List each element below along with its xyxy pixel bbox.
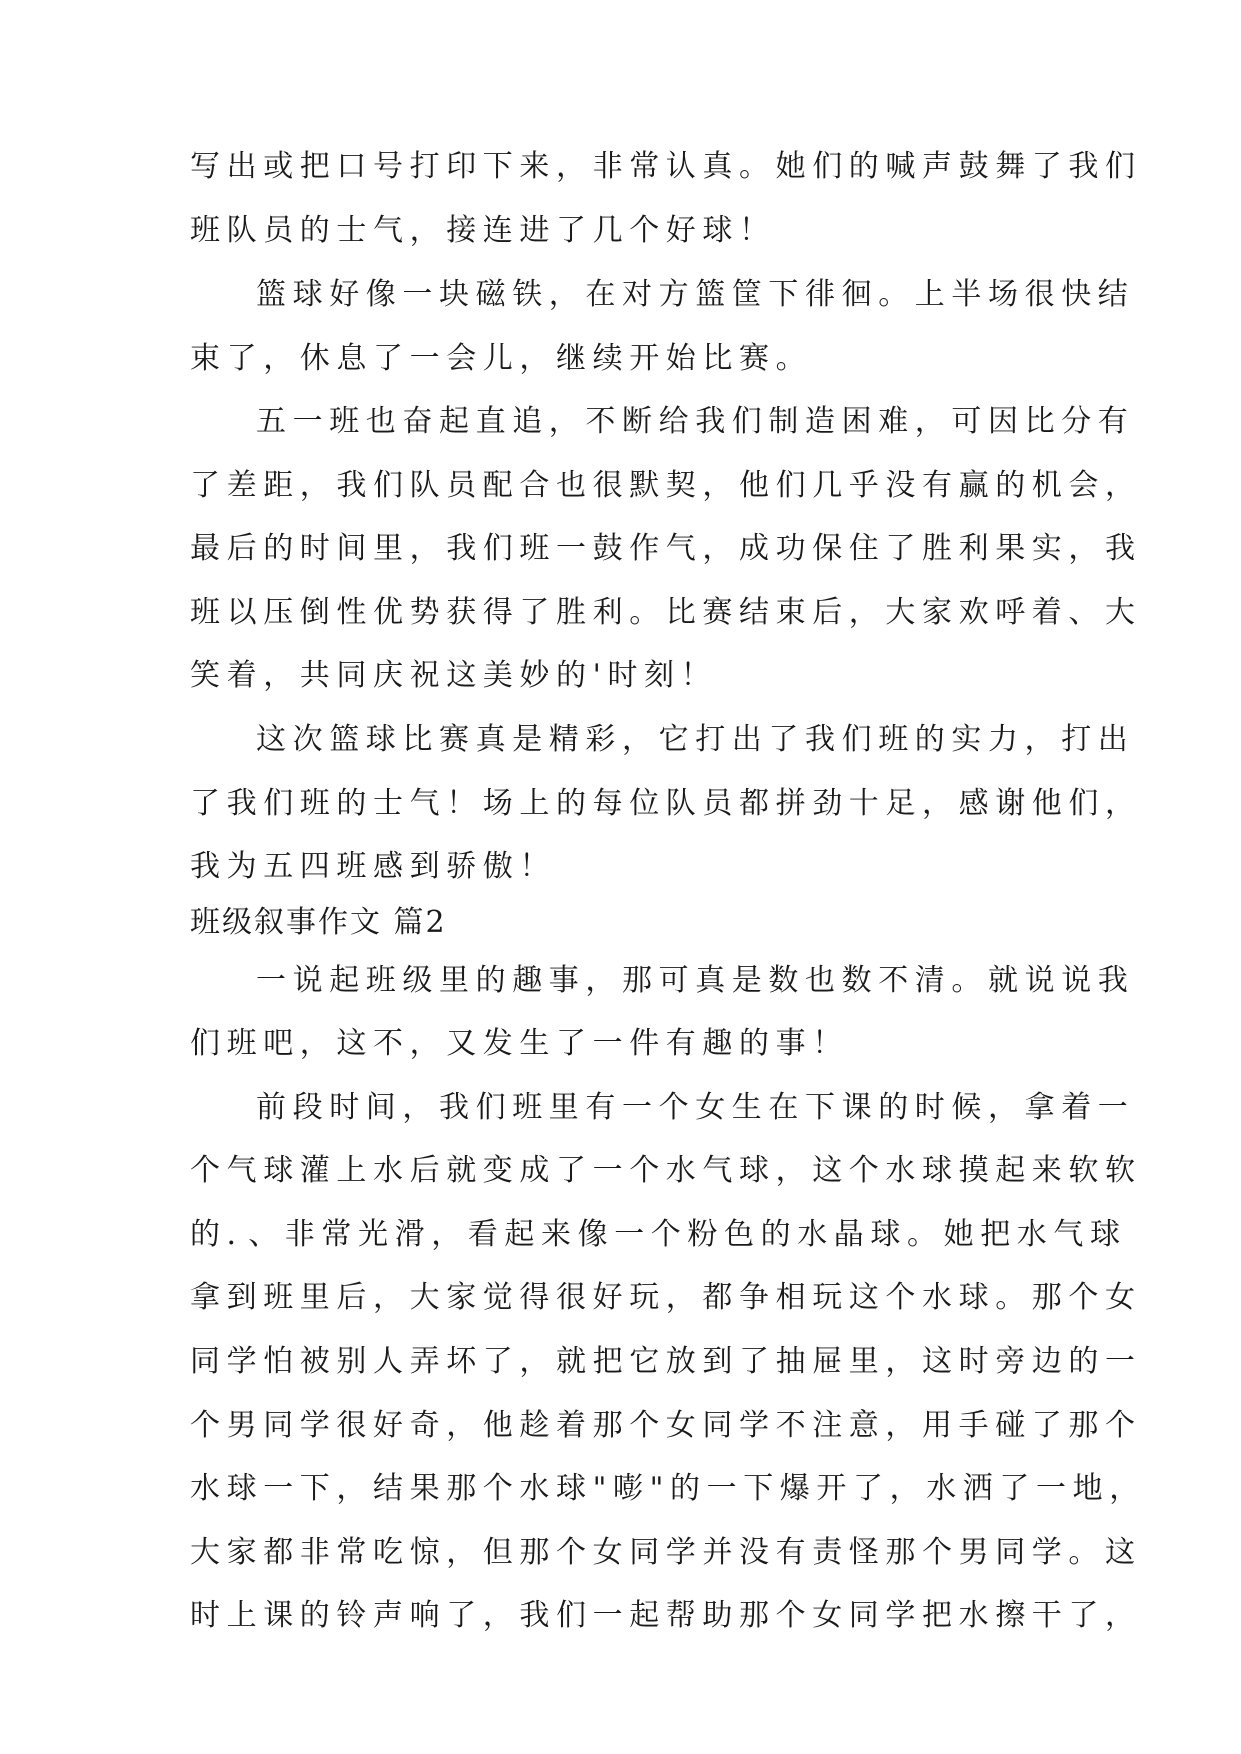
text-line: 我为五四班感到骄傲！ (190, 849, 556, 884)
text-line: 最后的时间里，我们班一鼓作气，成功保住了胜利果实，我 (190, 531, 1142, 566)
text-line: 班以压倒性优势获得了胜利。比赛结束后，大家欢呼着、大 (190, 595, 1142, 630)
text-line: 了我们班的士气！场上的每位队员都拼劲十足，感谢他们， (190, 786, 1142, 821)
paragraph-start-line: 一说起班级里的趣事，那可真是数也数不清。就说说我 (256, 963, 1135, 998)
paragraph-start-line: 这次篮球比赛真是精彩，它打出了我们班的实力，打出 (256, 722, 1135, 757)
paragraph-start-line: 五一班也奋起直追，不断给我们制造困难，可因比分有 (256, 404, 1135, 439)
text-line: 大家都非常吃惊，但那个女同学并没有责怪那个男同学。这 (190, 1535, 1142, 1570)
text-line: 写出或把口号打印下来，非常认真。她们的喊声鼓舞了我们 (190, 149, 1142, 184)
text-line: 水球一下，结果那个水球"嘭"的一下爆开了，水洒了一地， (190, 1471, 1146, 1506)
text-line: 们班吧，这不，又发生了一件有趣的事！ (190, 1026, 849, 1061)
section-heading: 班级叙事作文 篇2 (190, 905, 447, 940)
paragraph-start-line: 篮球好像一块磁铁，在对方篮筐下徘徊。上半场很快结 (256, 277, 1135, 312)
paragraph-start-line: 前段时间，我们班里有一个女生在下课的时候，拿着一 (256, 1090, 1135, 1125)
text-line: 个气球灌上水后就变成了一个水气球，这个水球摸起来软软 (190, 1153, 1142, 1188)
text-line: 班队员的士气，接连进了几个好球！ (190, 213, 776, 248)
text-line: 束了，休息了一会儿，继续开始比赛。 (190, 341, 813, 376)
text-line: 拿到班里后，大家觉得很好玩，都争相玩这个水球。那个女 (190, 1280, 1142, 1315)
text-line: 了差距，我们队员配合也很默契，他们几乎没有赢的机会， (190, 468, 1142, 503)
text-line: 个男同学很好奇，他趁着那个女同学不注意，用手碰了那个 (190, 1408, 1142, 1443)
text-line: 时上课的铃声响了，我们一起帮助那个女同学把水擦干了， (190, 1598, 1142, 1633)
text-line: 的．、非常光滑，看起来像一个粉色的水晶球。她把水气球 (190, 1217, 1127, 1252)
text-line: 同学怕被别人弄坏了，就把它放到了抽屉里，这时旁边的一 (190, 1344, 1142, 1379)
text-line: 笑着，共同庆祝这美妙的'时刻！ (190, 658, 718, 693)
